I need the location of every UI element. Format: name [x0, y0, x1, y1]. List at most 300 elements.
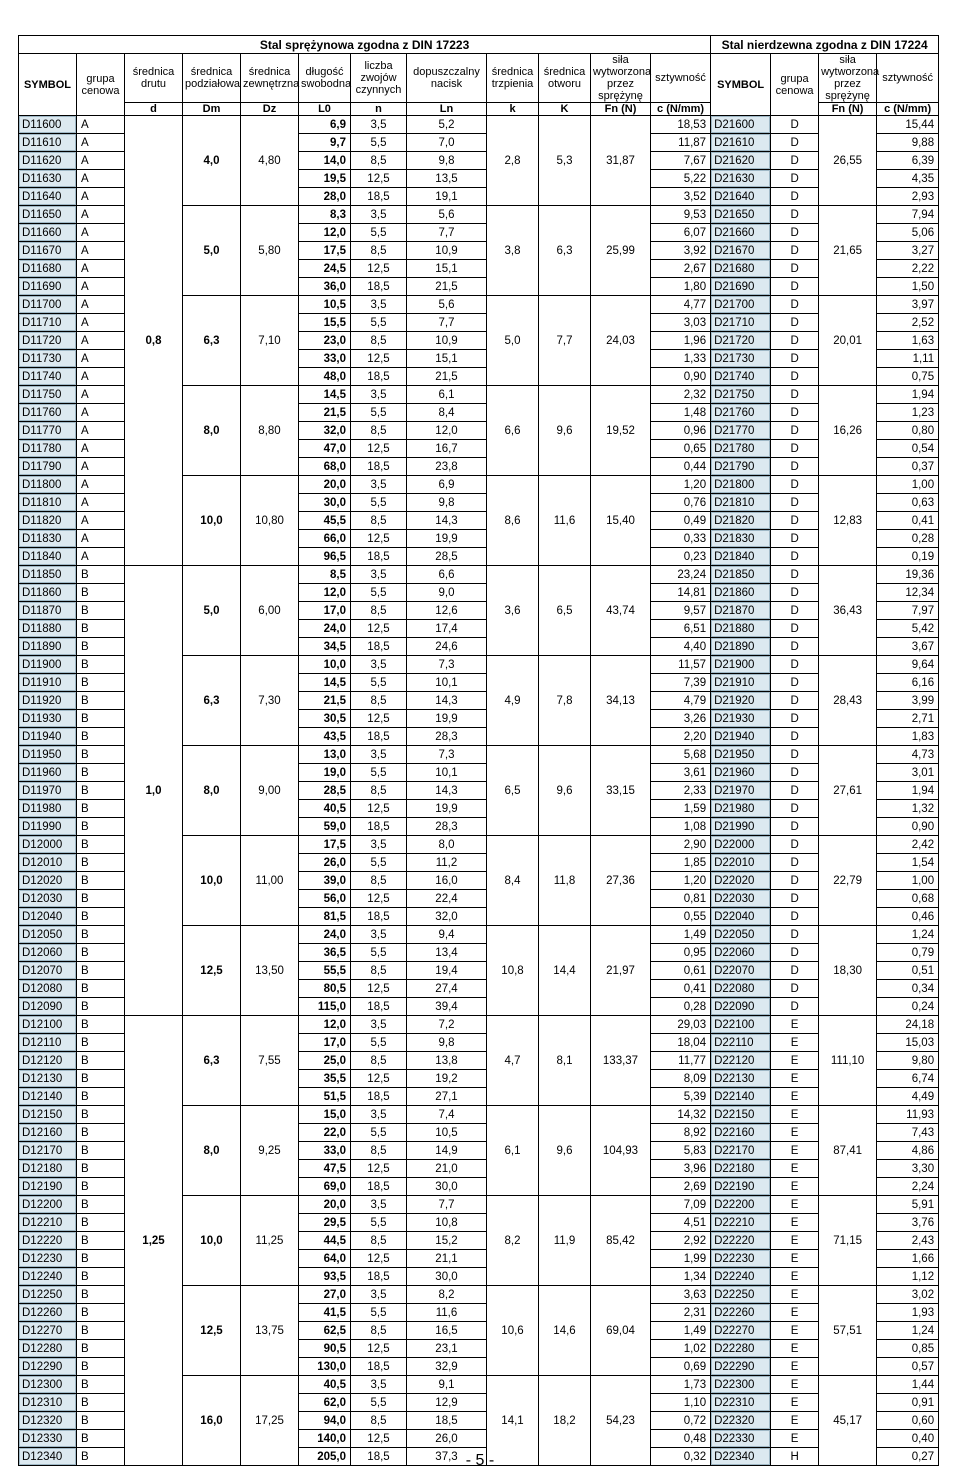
stainless-spring-force-cell: 20,01: [819, 296, 877, 386]
stainless-price-group-cell: D: [771, 422, 819, 440]
symbol-cell: D11740: [19, 368, 77, 386]
stainless-stiffness-cell: 0,37: [877, 458, 939, 476]
stainless-symbol-cell: D21880: [711, 620, 771, 638]
stainless-stiffness-cell: 5,91: [877, 1196, 939, 1214]
stainless-price-group-cell: E: [771, 1052, 819, 1070]
symbol-cell: D12280: [19, 1340, 77, 1358]
stiffness-cell: 0,96: [651, 422, 711, 440]
outer-diameter-cell: 9,00: [241, 746, 299, 836]
stainless-stiffness-cell: 0,68: [877, 890, 939, 908]
stainless-symbol-cell: D22300: [711, 1376, 771, 1394]
stainless-stiffness-cell: 4,86: [877, 1142, 939, 1160]
active-coils-cell: 8,5: [351, 152, 407, 170]
stainless-stiffness-cell: 1,66: [877, 1250, 939, 1268]
price-group-cell: B: [77, 1232, 125, 1250]
stainless-symbol-cell: D21620: [711, 152, 771, 170]
stainless-stiffness-cell: 0,24: [877, 998, 939, 1016]
column-symbol: k: [487, 103, 539, 116]
column-header: średnica zewnętrzna: [241, 54, 299, 103]
allowed-load-length-cell: 10,9: [407, 242, 487, 260]
stainless-symbol-cell: D21890: [711, 638, 771, 656]
price-group-cell: B: [77, 1304, 125, 1322]
column-header: dopuszczalny nacisk: [407, 54, 487, 103]
symbol-cell: D11910: [19, 674, 77, 692]
stiffness-cell: 7,67: [651, 152, 711, 170]
pitch-diameter-cell: 16,0: [183, 1376, 241, 1466]
spring-force-cell: 27,36: [591, 836, 651, 926]
stainless-symbol-cell: D21600: [711, 116, 771, 134]
active-coils-cell: 5,5: [351, 1394, 407, 1412]
stainless-stiffness-cell: 3,30: [877, 1160, 939, 1178]
stainless-stiffness-cell: 0,90: [877, 818, 939, 836]
stainless-price-group-cell: D: [771, 584, 819, 602]
stainless-stiffness-cell: 1,11: [877, 350, 939, 368]
allowed-load-length-cell: 7,7: [407, 224, 487, 242]
symbol-cell: D11860: [19, 584, 77, 602]
spring-force-cell: 19,52: [591, 386, 651, 476]
stiffness-cell: 29,03: [651, 1016, 711, 1034]
price-group-cell: A: [77, 116, 125, 134]
stainless-symbol-cell: D21920: [711, 692, 771, 710]
allowed-load-length-cell: 6,1: [407, 386, 487, 404]
stiffness-cell: 3,92: [651, 242, 711, 260]
pitch-diameter-cell: 8,0: [183, 746, 241, 836]
free-length-cell: 205,0: [299, 1448, 351, 1466]
stainless-price-group-cell: D: [771, 206, 819, 224]
stainless-symbol-cell: D21710: [711, 314, 771, 332]
pitch-diameter-cell: 8,0: [183, 1106, 241, 1196]
allowed-load-length-cell: 9,0: [407, 584, 487, 602]
price-group-cell: B: [77, 710, 125, 728]
price-group-cell: A: [77, 440, 125, 458]
mandrel-diameter-cell: 5,0: [487, 296, 539, 386]
allowed-load-length-cell: 10,1: [407, 674, 487, 692]
stainless-symbol-cell: D21810: [711, 494, 771, 512]
allowed-load-length-cell: 9,8: [407, 494, 487, 512]
spring-force-cell: 21,97: [591, 926, 651, 1016]
symbol-cell: D12270: [19, 1322, 77, 1340]
price-group-cell: B: [77, 944, 125, 962]
stiffness-cell: 0,90: [651, 368, 711, 386]
stainless-price-group-cell: E: [771, 1124, 819, 1142]
price-group-cell: A: [77, 206, 125, 224]
allowed-load-length-cell: 7,3: [407, 746, 487, 764]
stainless-symbol-cell: D22150: [711, 1106, 771, 1124]
bore-diameter-cell: 11,9: [539, 1196, 591, 1286]
stiffness-cell: 0,44: [651, 458, 711, 476]
stiffness-cell: 1,20: [651, 872, 711, 890]
symbol-cell: D11660: [19, 224, 77, 242]
symbol-cell: D11820: [19, 512, 77, 530]
bore-diameter-cell: 14,6: [539, 1286, 591, 1376]
stainless-symbol-cell: D21900: [711, 656, 771, 674]
active-coils-cell: 3,5: [351, 926, 407, 944]
column-symbol: L0: [299, 103, 351, 116]
stiffness-cell: 7,09: [651, 1196, 711, 1214]
allowed-load-length-cell: 28,3: [407, 728, 487, 746]
spring-force-cell: 69,04: [591, 1286, 651, 1376]
symbol-cell: D11870: [19, 602, 77, 620]
symbol-cell: D11730: [19, 350, 77, 368]
stainless-price-group-cell: D: [771, 260, 819, 278]
allowed-load-length-cell: 15,1: [407, 260, 487, 278]
symbol-cell: D12260: [19, 1304, 77, 1322]
allowed-load-length-cell: 7,2: [407, 1016, 487, 1034]
free-length-cell: 17,0: [299, 1034, 351, 1052]
free-length-cell: 55,5: [299, 962, 351, 980]
stainless-price-group-cell: D: [771, 512, 819, 530]
stainless-stiffness-cell: 1,54: [877, 854, 939, 872]
free-length-cell: 17,0: [299, 602, 351, 620]
stainless-spring-force-cell: 22,79: [819, 836, 877, 926]
stainless-price-group-cell: D: [771, 836, 819, 854]
stainless-stiffness-cell: 0,41: [877, 512, 939, 530]
pitch-diameter-cell: 10,0: [183, 1196, 241, 1286]
column-header: sztywność: [651, 54, 711, 103]
price-group-cell: B: [77, 782, 125, 800]
stainless-symbol-cell: D21980: [711, 800, 771, 818]
symbol-cell: D11600: [19, 116, 77, 134]
allowed-load-length-cell: 23,8: [407, 458, 487, 476]
column-symbol: Ln: [407, 103, 487, 116]
stainless-price-group-cell: D: [771, 998, 819, 1016]
symbol-cell: D12030: [19, 890, 77, 908]
free-length-cell: 20,0: [299, 476, 351, 494]
outer-diameter-cell: 17,25: [241, 1376, 299, 1466]
symbol-cell: D11940: [19, 728, 77, 746]
stiffness-cell: 2,32: [651, 386, 711, 404]
active-coils-cell: 8,5: [351, 692, 407, 710]
stiffness-cell: 3,63: [651, 1286, 711, 1304]
active-coils-cell: 18,5: [351, 278, 407, 296]
symbol-cell: D12170: [19, 1142, 77, 1160]
stainless-price-group-cell: E: [771, 1250, 819, 1268]
wire-diameter-cell: 1,25: [125, 1016, 183, 1466]
stainless-symbol-cell: D22270: [711, 1322, 771, 1340]
stainless-spring-force-cell: 111,10: [819, 1016, 877, 1106]
price-group-cell: B: [77, 1376, 125, 1394]
stainless-price-group-cell: E: [771, 1214, 819, 1232]
stiffness-cell: 3,96: [651, 1160, 711, 1178]
active-coils-cell: 18,5: [351, 998, 407, 1016]
active-coils-cell: 12,5: [351, 1430, 407, 1448]
active-coils-cell: 3,5: [351, 1376, 407, 1394]
stainless-price-group-cell: E: [771, 1304, 819, 1322]
price-group-cell: A: [77, 494, 125, 512]
stiffness-cell: 2,31: [651, 1304, 711, 1322]
free-length-cell: 12,0: [299, 224, 351, 242]
pitch-diameter-cell: 5,0: [183, 206, 241, 296]
active-coils-cell: 5,5: [351, 494, 407, 512]
price-group-cell: B: [77, 908, 125, 926]
stainless-price-group-cell: D: [771, 440, 819, 458]
stainless-stiffness-cell: 3,02: [877, 1286, 939, 1304]
stainless-symbol-cell: D22080: [711, 980, 771, 998]
spring-catalog-sheet: [18, 35, 938, 1466]
symbol-cell: D11920: [19, 692, 77, 710]
column-header: SYMBOL: [19, 54, 77, 116]
free-length-cell: 47,5: [299, 1160, 351, 1178]
free-length-cell: 29,5: [299, 1214, 351, 1232]
column-header: siła wytworzona przez sprężynę: [591, 54, 651, 103]
stainless-stiffness-cell: 1,23: [877, 404, 939, 422]
price-group-cell: A: [77, 188, 125, 206]
spring-force-cell: 33,15: [591, 746, 651, 836]
stainless-price-group-cell: D: [771, 656, 819, 674]
symbol-cell: D11620: [19, 152, 77, 170]
symbol-cell: D11640: [19, 188, 77, 206]
stainless-stiffness-cell: 3,76: [877, 1214, 939, 1232]
stainless-price-group-cell: D: [771, 458, 819, 476]
allowed-load-length-cell: 9,1: [407, 1376, 487, 1394]
allowed-load-length-cell: 12,6: [407, 602, 487, 620]
stiffness-cell: 0,33: [651, 530, 711, 548]
outer-diameter-cell: 13,50: [241, 926, 299, 1016]
free-length-cell: 34,5: [299, 638, 351, 656]
stainless-spring-force-cell: 16,26: [819, 386, 877, 476]
price-group-cell: A: [77, 458, 125, 476]
active-coils-cell: 18,5: [351, 638, 407, 656]
price-group-cell: A: [77, 278, 125, 296]
active-coils-cell: 3,5: [351, 566, 407, 584]
stainless-stiffness-cell: 2,24: [877, 1178, 939, 1196]
symbol-cell: D12340: [19, 1448, 77, 1466]
free-length-cell: 21,5: [299, 404, 351, 422]
stainless-symbol-cell: D22320: [711, 1412, 771, 1430]
stainless-symbol-cell: D22090: [711, 998, 771, 1016]
stainless-stiffness-cell: 2,71: [877, 710, 939, 728]
stainless-price-group-cell: D: [771, 728, 819, 746]
stainless-symbol-cell: D21720: [711, 332, 771, 350]
stainless-symbol-cell: D22200: [711, 1196, 771, 1214]
free-length-cell: 66,0: [299, 530, 351, 548]
stainless-price-group-cell: E: [771, 1394, 819, 1412]
active-coils-cell: 3,5: [351, 206, 407, 224]
price-group-cell: A: [77, 386, 125, 404]
symbol-cell: D12300: [19, 1376, 77, 1394]
stainless-symbol-cell: D22000: [711, 836, 771, 854]
symbol-cell: D12120: [19, 1052, 77, 1070]
symbol-cell: D11950: [19, 746, 77, 764]
free-length-cell: 17,5: [299, 242, 351, 260]
allowed-load-length-cell: 5,6: [407, 296, 487, 314]
symbol-cell: D12200: [19, 1196, 77, 1214]
free-length-cell: 36,0: [299, 278, 351, 296]
free-length-cell: 19,0: [299, 764, 351, 782]
allowed-load-length-cell: 14,3: [407, 692, 487, 710]
stiffness-cell: 2,33: [651, 782, 711, 800]
stainless-stiffness-cell: 0,46: [877, 908, 939, 926]
price-group-cell: B: [77, 602, 125, 620]
price-group-cell: B: [77, 1106, 125, 1124]
free-length-cell: 140,0: [299, 1430, 351, 1448]
free-length-cell: 24,5: [299, 260, 351, 278]
stainless-stiffness-cell: 7,94: [877, 206, 939, 224]
free-length-cell: 47,0: [299, 440, 351, 458]
allowed-load-length-cell: 5,2: [407, 116, 487, 134]
stiffness-cell: 6,51: [651, 620, 711, 638]
stiffness-cell: 5,39: [651, 1088, 711, 1106]
allowed-load-length-cell: 39,4: [407, 998, 487, 1016]
free-length-cell: 27,0: [299, 1286, 351, 1304]
symbol-cell: D11760: [19, 404, 77, 422]
price-group-cell: B: [77, 1394, 125, 1412]
outer-diameter-cell: 7,30: [241, 656, 299, 746]
stiffness-cell: 0,69: [651, 1358, 711, 1376]
stiffness-cell: 4,40: [651, 638, 711, 656]
mandrel-diameter-cell: 4,9: [487, 656, 539, 746]
stainless-stiffness-cell: 3,01: [877, 764, 939, 782]
stainless-symbol-cell: D22100: [711, 1016, 771, 1034]
column-symbol: Dz: [241, 103, 299, 116]
table-header: [19, 36, 939, 116]
symbol-cell: D11980: [19, 800, 77, 818]
active-coils-cell: 3,5: [351, 1016, 407, 1034]
symbol-cell: D12140: [19, 1088, 77, 1106]
active-coils-cell: 12,5: [351, 260, 407, 278]
pitch-diameter-cell: 5,0: [183, 566, 241, 656]
bore-diameter-cell: 9,6: [539, 386, 591, 476]
allowed-load-length-cell: 8,0: [407, 836, 487, 854]
stainless-symbol-cell: D22170: [711, 1142, 771, 1160]
allowed-load-length-cell: 32,0: [407, 908, 487, 926]
stainless-price-group-cell: D: [771, 674, 819, 692]
stainless-price-group-cell: D: [771, 620, 819, 638]
allowed-load-length-cell: 26,0: [407, 1430, 487, 1448]
stainless-price-group-cell: D: [771, 890, 819, 908]
stiffness-cell: 0,23: [651, 548, 711, 566]
active-coils-cell: 8,5: [351, 872, 407, 890]
allowed-load-length-cell: 8,2: [407, 1286, 487, 1304]
stainless-stiffness-cell: 5,06: [877, 224, 939, 242]
symbol-cell: D12240: [19, 1268, 77, 1286]
active-coils-cell: 5,5: [351, 854, 407, 872]
stainless-symbol-cell: D22230: [711, 1250, 771, 1268]
active-coils-cell: 5,5: [351, 224, 407, 242]
allowed-load-length-cell: 27,4: [407, 980, 487, 998]
column-symbol: Fn (N): [819, 103, 877, 116]
free-length-cell: 24,0: [299, 620, 351, 638]
symbol-cell: D12320: [19, 1412, 77, 1430]
active-coils-cell: 5,5: [351, 1124, 407, 1142]
symbol-cell: D11790: [19, 458, 77, 476]
stainless-spring-force-cell: 27,61: [819, 746, 877, 836]
price-group-cell: B: [77, 800, 125, 818]
stainless-price-group-cell: D: [771, 962, 819, 980]
allowed-load-length-cell: 5,6: [407, 206, 487, 224]
stainless-symbol-cell: D22340: [711, 1448, 771, 1466]
free-length-cell: 96,5: [299, 548, 351, 566]
stiffness-cell: 0,76: [651, 494, 711, 512]
free-length-cell: 43,5: [299, 728, 351, 746]
allowed-load-length-cell: 18,5: [407, 1412, 487, 1430]
stainless-stiffness-cell: 0,19: [877, 548, 939, 566]
spring-force-cell: 25,99: [591, 206, 651, 296]
stainless-symbol-cell: D21960: [711, 764, 771, 782]
stainless-stiffness-cell: 1,12: [877, 1268, 939, 1286]
active-coils-cell: 18,5: [351, 1088, 407, 1106]
stainless-stiffness-cell: 1,63: [877, 332, 939, 350]
symbol-cell: D11750: [19, 386, 77, 404]
active-coils-cell: 12,5: [351, 980, 407, 998]
column-header: średnica drutu: [125, 54, 183, 103]
stiffness-cell: 11,77: [651, 1052, 711, 1070]
stainless-price-group-cell: E: [771, 1142, 819, 1160]
price-group-cell: A: [77, 422, 125, 440]
allowed-load-length-cell: 37,3: [407, 1448, 487, 1466]
price-group-cell: B: [77, 926, 125, 944]
free-length-cell: 90,5: [299, 1340, 351, 1358]
stainless-spring-force-cell: 71,15: [819, 1196, 877, 1286]
outer-diameter-cell: 7,55: [241, 1016, 299, 1106]
active-coils-cell: 8,5: [351, 1142, 407, 1160]
stainless-stiffness-cell: 0,34: [877, 980, 939, 998]
mandrel-diameter-cell: 6,5: [487, 746, 539, 836]
allowed-load-length-cell: 16,7: [407, 440, 487, 458]
active-coils-cell: 18,5: [351, 908, 407, 926]
stainless-price-group-cell: E: [771, 1322, 819, 1340]
outer-diameter-cell: 9,25: [241, 1106, 299, 1196]
bore-diameter-cell: 7,7: [539, 296, 591, 386]
price-group-cell: B: [77, 1034, 125, 1052]
stainless-stiffness-cell: 15,03: [877, 1034, 939, 1052]
stainless-symbol-cell: D21780: [711, 440, 771, 458]
stiffness-cell: 3,61: [651, 764, 711, 782]
stainless-price-group-cell: D: [771, 692, 819, 710]
symbol-cell: D12060: [19, 944, 77, 962]
mandrel-diameter-cell: 10,8: [487, 926, 539, 1016]
stainless-stiffness-cell: 0,51: [877, 962, 939, 980]
active-coils-cell: 12,5: [351, 800, 407, 818]
active-coils-cell: 3,5: [351, 116, 407, 134]
mandrel-diameter-cell: 14,1: [487, 1376, 539, 1466]
stainless-symbol-cell: D21910: [711, 674, 771, 692]
price-group-cell: A: [77, 368, 125, 386]
stiffness-cell: 0,65: [651, 440, 711, 458]
stainless-stiffness-cell: 1,44: [877, 1376, 939, 1394]
stainless-price-group-cell: D: [771, 116, 819, 134]
symbol-cell: D12070: [19, 962, 77, 980]
symbol-cell: D12050: [19, 926, 77, 944]
free-length-cell: 68,0: [299, 458, 351, 476]
stainless-symbol-cell: D21770: [711, 422, 771, 440]
stainless-stiffness-cell: 1,24: [877, 926, 939, 944]
stiffness-cell: 9,53: [651, 206, 711, 224]
allowed-load-length-cell: 19,4: [407, 962, 487, 980]
stiffness-cell: 0,48: [651, 1430, 711, 1448]
price-group-cell: A: [77, 242, 125, 260]
free-length-cell: 64,0: [299, 1250, 351, 1268]
allowed-load-length-cell: 10,8: [407, 1214, 487, 1232]
price-group-cell: B: [77, 656, 125, 674]
stiffness-cell: 11,87: [651, 134, 711, 152]
stainless-symbol-cell: D22240: [711, 1268, 771, 1286]
wire-diameter-cell: 0,8: [125, 116, 183, 566]
spring-force-cell: 15,40: [591, 476, 651, 566]
stiffness-cell: 23,24: [651, 566, 711, 584]
stiffness-cell: 14,32: [651, 1106, 711, 1124]
stainless-stiffness-cell: 1,94: [877, 386, 939, 404]
active-coils-cell: 5,5: [351, 674, 407, 692]
stiffness-cell: 2,69: [651, 1178, 711, 1196]
allowed-load-length-cell: 19,1: [407, 188, 487, 206]
stainless-symbol-cell: D21700: [711, 296, 771, 314]
stainless-price-group-cell: D: [771, 152, 819, 170]
active-coils-cell: 8,5: [351, 332, 407, 350]
free-length-cell: 28,0: [299, 188, 351, 206]
stainless-spring-force-cell: 26,55: [819, 116, 877, 206]
active-coils-cell: 18,5: [351, 458, 407, 476]
